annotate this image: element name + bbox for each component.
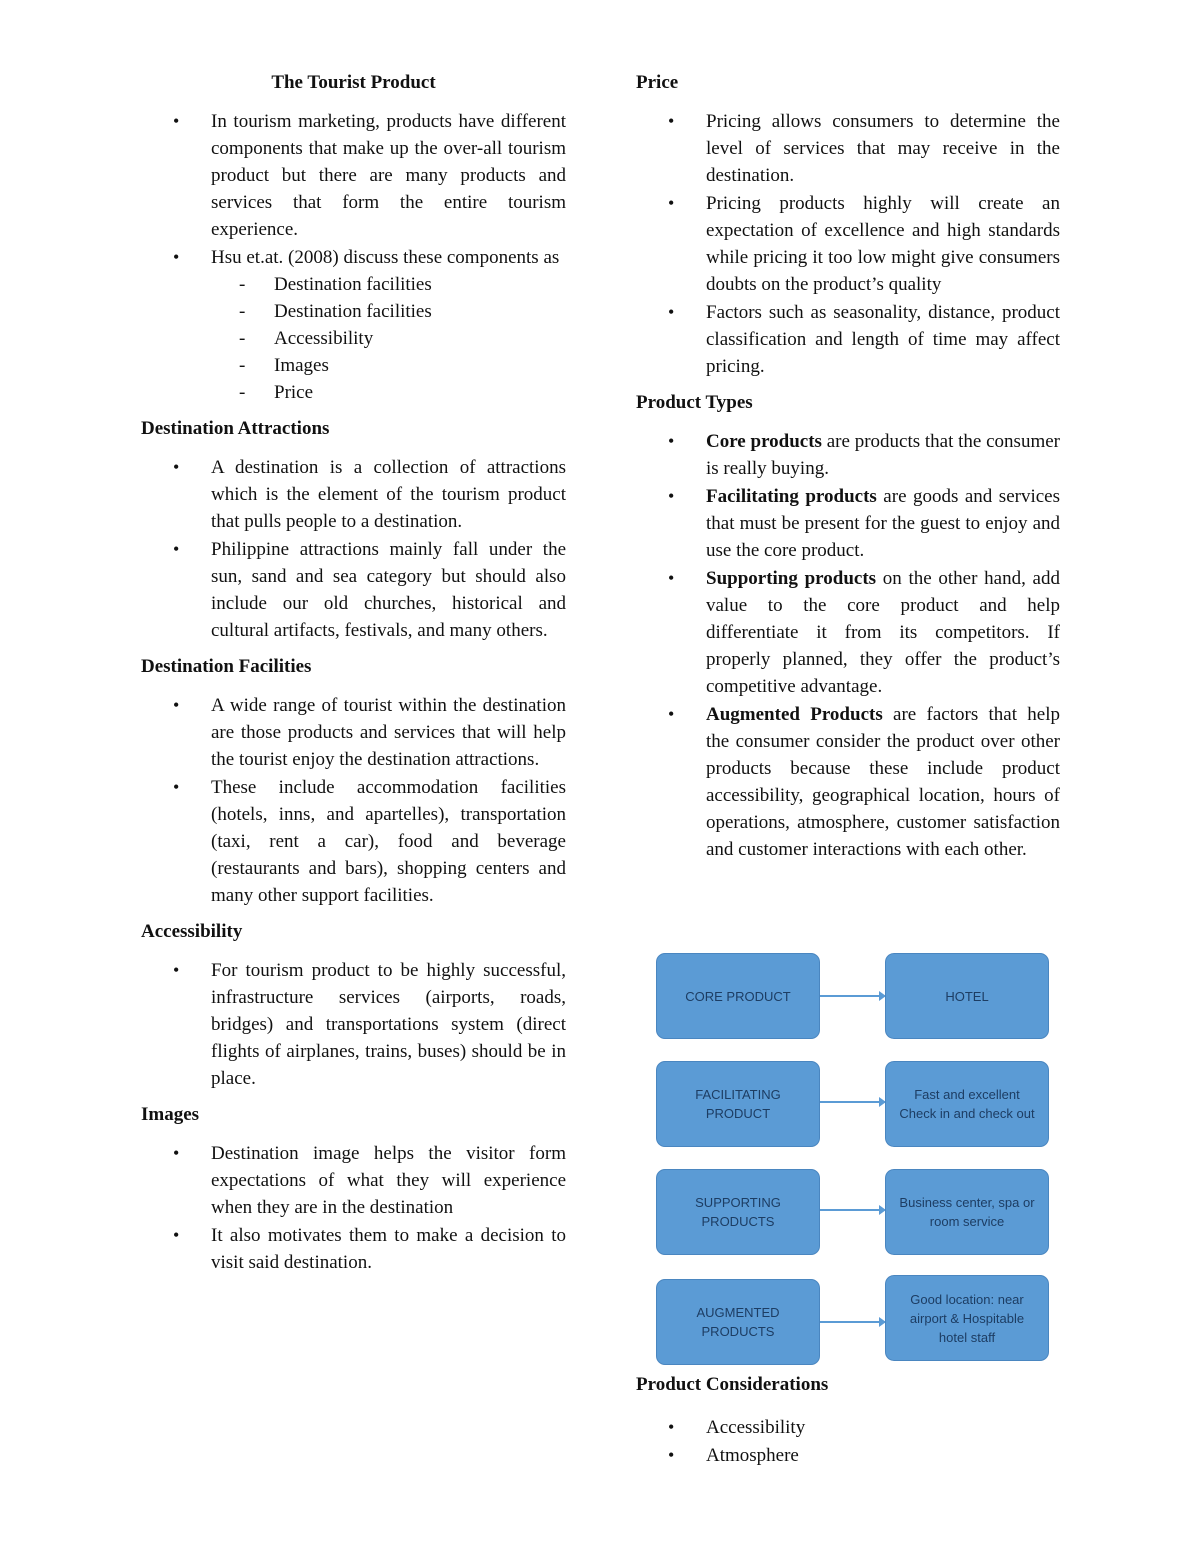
list-item: • In tourism marketing, products have different components that make up the over-all tourism product but there are many products and services that form the entire tourism experience.	[141, 108, 566, 243]
accessibility-heading: Accessibility	[141, 921, 243, 942]
core-products-term: Core products	[706, 431, 822, 452]
arrow-right-icon	[820, 1209, 885, 1211]
components-list	[211, 271, 566, 406]
list-item	[636, 483, 1060, 564]
arrow-right-icon	[820, 995, 885, 997]
destination-attractions-list	[141, 454, 566, 644]
supporting-products-box: SUPPORTING PRODUCTS	[656, 1169, 820, 1255]
images-list	[141, 1140, 566, 1276]
core-product-box: CORE PRODUCT	[656, 953, 820, 1039]
component-item: - Accessibility	[211, 325, 566, 352]
list-item: • It also motivates them to make a decision to visit said destination.	[141, 1222, 566, 1276]
destination-facilities-heading: Destination Facilities	[141, 656, 312, 677]
list-item: • Destination image helps the visitor form expectations of what they will experience when they are in the destination	[141, 1140, 566, 1221]
list-item	[636, 701, 1060, 863]
list-item: • These include accommodation facilities (hotels, inns, and apartelles), transportation (taxi, rent a car), food and beverage (restaurants and bars), shopping centers and many other support facilities.	[141, 774, 566, 909]
list-item: • Pricing allows consumers to determine the level of services that may receive in the destination.	[636, 108, 1060, 189]
business-center-box: Business center, spa or room service	[885, 1169, 1049, 1255]
component-item: - Destination facilities	[211, 271, 566, 298]
tourist-product-heading: The Tourist Product	[271, 72, 436, 93]
facilitating-products-term: Facilitating products	[706, 486, 877, 507]
component-item: - Price	[211, 379, 566, 406]
price-heading: Price	[636, 72, 679, 93]
left-column	[141, 70, 566, 1286]
list-item: • Accessibility	[636, 1414, 1060, 1441]
list-item-text: are factors that help the consumer consider the product over other products because these include product accessibility, geographical location, hours of operations, atmosphere, customer satisfaction and customer interactions with each other.	[706, 704, 1060, 860]
facilitating-product-box: FACILITATING PRODUCT	[656, 1061, 820, 1147]
destination-attractions-heading: Destination Attractions	[141, 418, 330, 439]
destination-facilities-list	[141, 692, 566, 909]
list-item	[636, 565, 1060, 700]
product-types-diagram	[656, 953, 1052, 1365]
list-item: • A wide range of tourist within the destination are those products and services that will help the tourist enjoy the destination attractions.	[141, 692, 566, 773]
hotel-box: HOTEL	[885, 953, 1049, 1039]
component-item: - Images	[211, 352, 566, 379]
component-item: - Destination facilities	[211, 298, 566, 325]
product-considerations-heading: Product Considerations	[636, 1374, 829, 1395]
accessibility-list	[141, 957, 566, 1092]
tourist-product-list	[141, 108, 566, 406]
list-item: • A destination is a collection of attractions which is the element of the tourism product that pulls people to a destination.	[141, 454, 566, 535]
list-item: • Philippine attractions mainly fall under the sun, sand and sea category but should also include our old churches, historical and cultural artifacts, festivals, and many others.	[141, 536, 566, 644]
product-considerations-list	[636, 1414, 1060, 1469]
product-types-heading: Product Types	[636, 392, 753, 413]
product-types-list	[636, 428, 1060, 863]
list-item: • For tourism product to be highly successful, infrastructure services (airports, roads, bridges) and transportations system (direct flights of airplanes, trains, buses) should be in place.	[141, 957, 566, 1092]
list-item-text: on the other hand, add value to the core product and help differentiate it from its competitors. If properly planned, they offer the product’s competitive advantage.	[706, 568, 1060, 697]
check-in-box: Fast and excellent Check in and check out	[885, 1061, 1049, 1147]
price-list	[636, 108, 1060, 380]
good-location-box: Good location: near airport & Hospitable hotel staff	[885, 1275, 1049, 1361]
augmented-products-term: Augmented Products	[706, 704, 883, 725]
augmented-products-box: AUGMENTED PRODUCTS	[656, 1279, 820, 1365]
arrow-right-icon	[820, 1321, 885, 1323]
list-item-text: are goods and services that must be present for the guest to enjoy and use the core product.	[706, 486, 1060, 561]
images-heading: Images	[141, 1104, 200, 1125]
arrow-right-icon	[820, 1101, 885, 1103]
list-item	[141, 244, 566, 406]
list-item: • Factors such as seasonality, distance, product classification and length of time may affect pricing.	[636, 299, 1060, 380]
product-considerations-section	[636, 1372, 1060, 1479]
list-item: • Atmosphere	[636, 1442, 1060, 1469]
list-item-text: Hsu et.at. (2008) discuss these components as	[211, 247, 560, 268]
list-item-text: are products that the consumer is really buying.	[706, 431, 1060, 479]
list-item: • Pricing products highly will create an expectation of excellence and high standards while pricing it too low might give consumers doubts on the product’s quality	[636, 190, 1060, 298]
supporting-products-term: Supporting products	[706, 568, 877, 589]
list-item	[636, 428, 1060, 482]
right-column	[636, 70, 1060, 873]
